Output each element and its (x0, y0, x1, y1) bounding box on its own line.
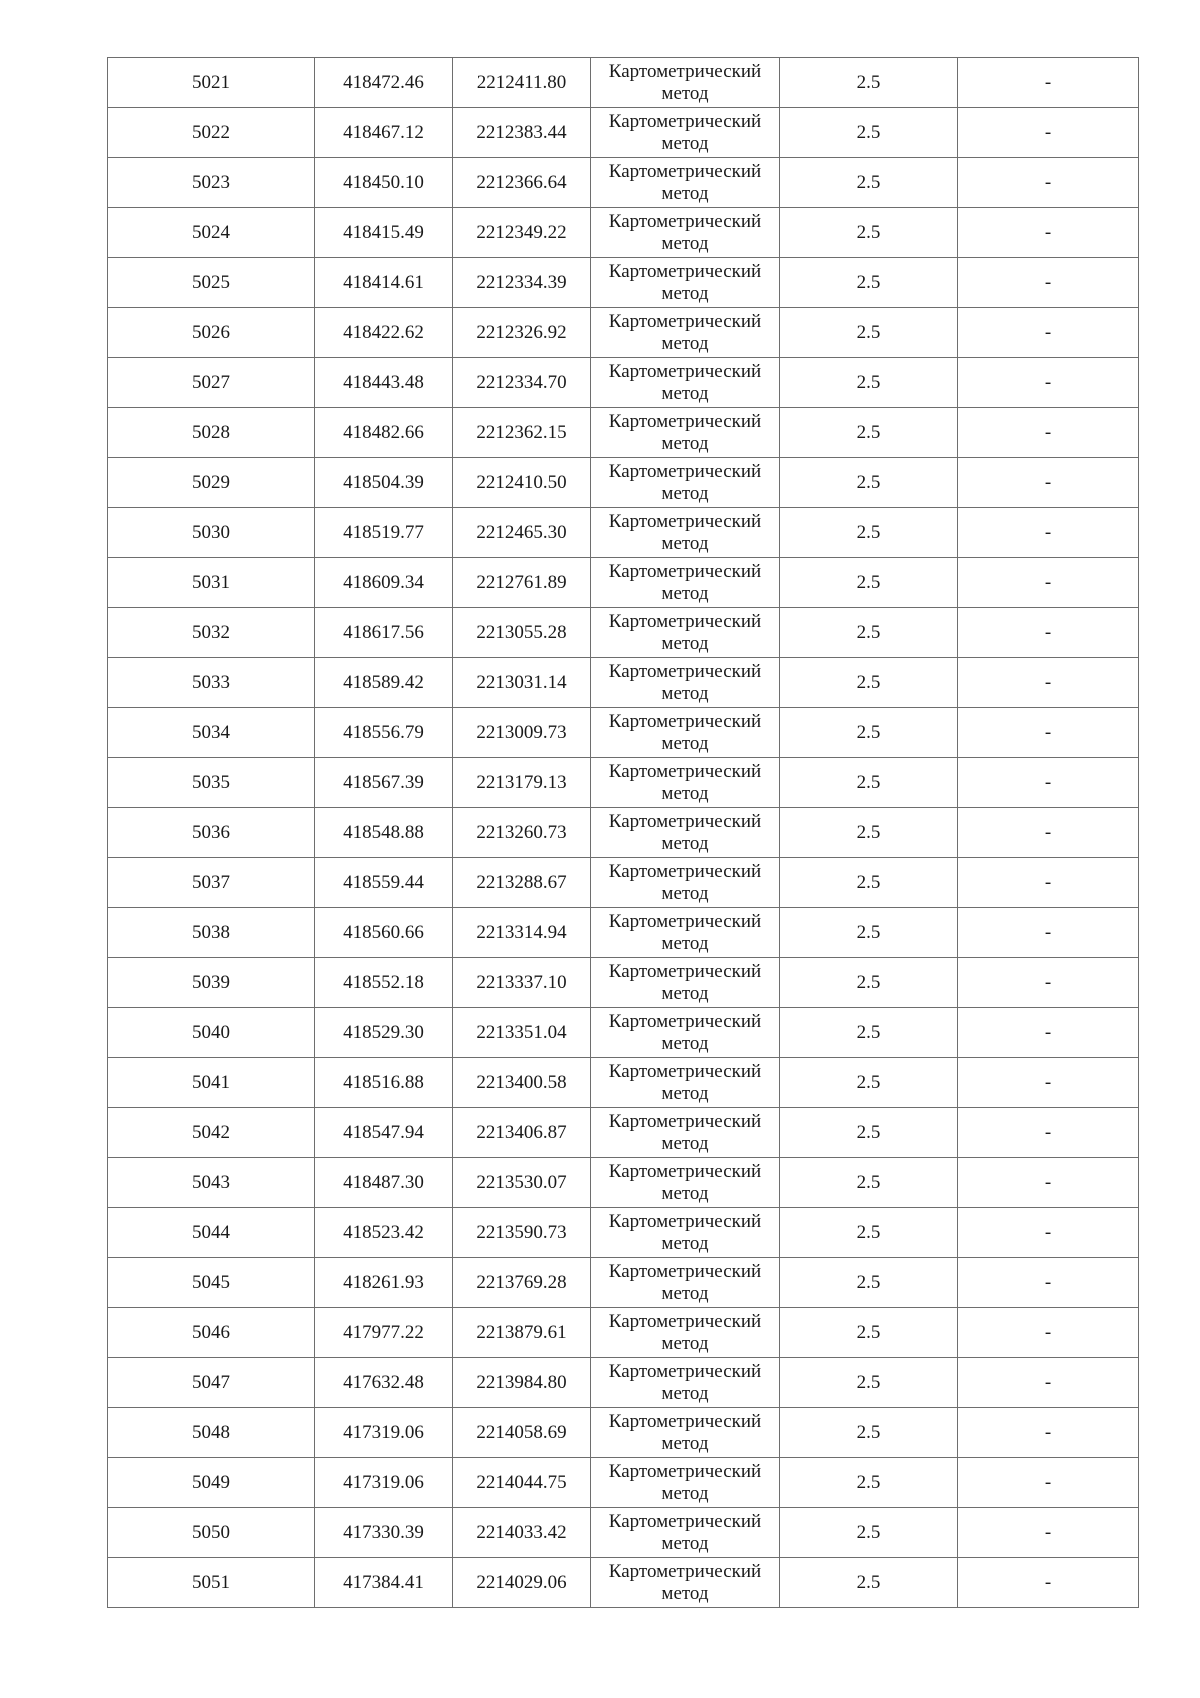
accuracy-cell: 2.5 (780, 1108, 958, 1158)
table-row (108, 408, 1139, 458)
coord-x-cell: 418559.44 (315, 858, 453, 908)
method-cell: Картометрический метод (591, 1358, 780, 1408)
coord-y-cell: 2212366.64 (453, 158, 591, 208)
table-row (108, 808, 1139, 858)
accuracy-cell: 2.5 (780, 1308, 958, 1358)
table-row (108, 608, 1139, 658)
point-number-cell: 5042 (108, 1108, 315, 1158)
method-cell: Картометрический метод (591, 458, 780, 508)
note-cell: - (958, 608, 1139, 658)
method-cell: Картометрический метод (591, 1208, 780, 1258)
coord-y-cell: 2213055.28 (453, 608, 591, 658)
accuracy-cell: 2.5 (780, 1158, 958, 1208)
point-number-cell: 5037 (108, 858, 315, 908)
coord-x-cell: 417330.39 (315, 1508, 453, 1558)
method-cell: Картометрический метод (591, 1558, 780, 1608)
table-row (108, 558, 1139, 608)
accuracy-cell: 2.5 (780, 1458, 958, 1508)
method-cell: Картометрический метод (591, 858, 780, 908)
table-row (108, 708, 1139, 758)
method-cell: Картометрический метод (591, 158, 780, 208)
note-cell: - (958, 1408, 1139, 1458)
method-cell: Картометрический метод (591, 1058, 780, 1108)
note-cell: - (958, 158, 1139, 208)
coord-x-cell: 418516.88 (315, 1058, 453, 1108)
note-cell: - (958, 758, 1139, 808)
accuracy-cell: 2.5 (780, 358, 958, 408)
note-cell: - (958, 108, 1139, 158)
table-row (108, 1458, 1139, 1508)
table-row (108, 758, 1139, 808)
method-cell: Картометрический метод (591, 1258, 780, 1308)
point-number-cell: 5049 (108, 1458, 315, 1508)
note-cell: - (958, 308, 1139, 358)
table-row (108, 958, 1139, 1008)
method-cell: Картометрический метод (591, 608, 780, 658)
table-row (108, 1258, 1139, 1308)
coord-x-cell: 418467.12 (315, 108, 453, 158)
coord-y-cell: 2213530.07 (453, 1158, 591, 1208)
coord-y-cell: 2214029.06 (453, 1558, 591, 1608)
accuracy-cell: 2.5 (780, 408, 958, 458)
point-number-cell: 5035 (108, 758, 315, 808)
point-number-cell: 5046 (108, 1308, 315, 1358)
method-cell: Картометрический метод (591, 258, 780, 308)
coord-y-cell: 2212362.15 (453, 408, 591, 458)
note-cell: - (958, 658, 1139, 708)
coord-y-cell: 2212465.30 (453, 508, 591, 558)
note-cell: - (958, 1508, 1139, 1558)
point-number-cell: 5044 (108, 1208, 315, 1258)
table-row (108, 1558, 1139, 1608)
point-number-cell: 5029 (108, 458, 315, 508)
note-cell: - (958, 1208, 1139, 1258)
note-cell: - (958, 808, 1139, 858)
accuracy-cell: 2.5 (780, 58, 958, 108)
point-number-cell: 5041 (108, 1058, 315, 1108)
coord-x-cell: 418487.30 (315, 1158, 453, 1208)
method-cell: Картометрический метод (591, 108, 780, 158)
coord-y-cell: 2213260.73 (453, 808, 591, 858)
table-row (108, 258, 1139, 308)
accuracy-cell: 2.5 (780, 1058, 958, 1108)
accuracy-cell: 2.5 (780, 758, 958, 808)
accuracy-cell: 2.5 (780, 1258, 958, 1308)
point-number-cell: 5040 (108, 1008, 315, 1058)
point-number-cell: 5027 (108, 358, 315, 408)
note-cell: - (958, 1358, 1139, 1408)
accuracy-cell: 2.5 (780, 508, 958, 558)
coord-y-cell: 2214058.69 (453, 1408, 591, 1458)
coord-x-cell: 418504.39 (315, 458, 453, 508)
coord-x-cell: 418548.88 (315, 808, 453, 858)
accuracy-cell: 2.5 (780, 1008, 958, 1058)
table-row (108, 1008, 1139, 1058)
accuracy-cell: 2.5 (780, 1508, 958, 1558)
method-cell: Картометрический метод (591, 1008, 780, 1058)
method-cell: Картометрический метод (591, 508, 780, 558)
coord-y-cell: 2213337.10 (453, 958, 591, 1008)
point-number-cell: 5024 (108, 208, 315, 258)
method-cell: Картометрический метод (591, 708, 780, 758)
table-row (108, 108, 1139, 158)
point-number-cell: 5047 (108, 1358, 315, 1408)
coord-x-cell: 418567.39 (315, 758, 453, 808)
point-number-cell: 5045 (108, 1258, 315, 1308)
accuracy-cell: 2.5 (780, 658, 958, 708)
coordinates-table (107, 57, 1139, 1608)
coord-x-cell: 418609.34 (315, 558, 453, 608)
coord-y-cell: 2212383.44 (453, 108, 591, 158)
coord-x-cell: 417632.48 (315, 1358, 453, 1408)
point-number-cell: 5030 (108, 508, 315, 558)
coord-x-cell: 417319.06 (315, 1408, 453, 1458)
table-row (108, 58, 1139, 108)
note-cell: - (958, 708, 1139, 758)
coord-y-cell: 2212411.80 (453, 58, 591, 108)
accuracy-cell: 2.5 (780, 1558, 958, 1608)
accuracy-cell: 2.5 (780, 1358, 958, 1408)
note-cell: - (958, 1558, 1139, 1608)
table-row (108, 508, 1139, 558)
coord-x-cell: 417319.06 (315, 1458, 453, 1508)
table-row (108, 1508, 1139, 1558)
method-cell: Картометрический метод (591, 1158, 780, 1208)
note-cell: - (958, 508, 1139, 558)
table-row (108, 208, 1139, 258)
table-row (108, 308, 1139, 358)
point-number-cell: 5034 (108, 708, 315, 758)
accuracy-cell: 2.5 (780, 1208, 958, 1258)
method-cell: Картометрический метод (591, 1458, 780, 1508)
coord-y-cell: 2212334.70 (453, 358, 591, 408)
point-number-cell: 5032 (108, 608, 315, 658)
point-number-cell: 5043 (108, 1158, 315, 1208)
coord-x-cell: 418415.49 (315, 208, 453, 258)
coord-y-cell: 2213590.73 (453, 1208, 591, 1258)
accuracy-cell: 2.5 (780, 558, 958, 608)
coord-x-cell: 418556.79 (315, 708, 453, 758)
point-number-cell: 5050 (108, 1508, 315, 1558)
method-cell: Картометрический метод (591, 558, 780, 608)
note-cell: - (958, 58, 1139, 108)
note-cell: - (958, 1008, 1139, 1058)
accuracy-cell: 2.5 (780, 1408, 958, 1458)
coord-x-cell: 418519.77 (315, 508, 453, 558)
note-cell: - (958, 208, 1139, 258)
coord-y-cell: 2213351.04 (453, 1008, 591, 1058)
coord-y-cell: 2212326.92 (453, 308, 591, 358)
point-number-cell: 5038 (108, 908, 315, 958)
point-number-cell: 5039 (108, 958, 315, 1008)
method-cell: Картометрический метод (591, 1508, 780, 1558)
table-row (108, 1408, 1139, 1458)
accuracy-cell: 2.5 (780, 908, 958, 958)
point-number-cell: 5028 (108, 408, 315, 458)
note-cell: - (958, 408, 1139, 458)
coord-y-cell: 2213179.13 (453, 758, 591, 808)
coord-x-cell: 418589.42 (315, 658, 453, 708)
coord-x-cell: 417977.22 (315, 1308, 453, 1358)
point-number-cell: 5033 (108, 658, 315, 708)
coord-y-cell: 2213769.28 (453, 1258, 591, 1308)
accuracy-cell: 2.5 (780, 608, 958, 658)
note-cell: - (958, 1458, 1139, 1508)
note-cell: - (958, 458, 1139, 508)
method-cell: Картометрический метод (591, 308, 780, 358)
coord-x-cell: 418547.94 (315, 1108, 453, 1158)
table-row (108, 908, 1139, 958)
table-row (108, 158, 1139, 208)
coord-y-cell: 2213406.87 (453, 1108, 591, 1158)
method-cell: Картометрический метод (591, 1408, 780, 1458)
point-number-cell: 5051 (108, 1558, 315, 1608)
coordinates-table-body (108, 58, 1139, 1608)
coord-x-cell: 418523.42 (315, 1208, 453, 1258)
coord-y-cell: 2214033.42 (453, 1508, 591, 1558)
coord-x-cell: 418472.46 (315, 58, 453, 108)
note-cell: - (958, 1158, 1139, 1208)
point-number-cell: 5021 (108, 58, 315, 108)
point-number-cell: 5031 (108, 558, 315, 608)
coord-x-cell: 418443.48 (315, 358, 453, 408)
method-cell: Картометрический метод (591, 208, 780, 258)
note-cell: - (958, 958, 1139, 1008)
accuracy-cell: 2.5 (780, 208, 958, 258)
note-cell: - (958, 858, 1139, 908)
method-cell: Картометрический метод (591, 1108, 780, 1158)
coord-y-cell: 2213879.61 (453, 1308, 591, 1358)
coord-x-cell: 418450.10 (315, 158, 453, 208)
coord-x-cell: 418529.30 (315, 1008, 453, 1058)
coord-y-cell: 2212349.22 (453, 208, 591, 258)
point-number-cell: 5025 (108, 258, 315, 308)
coord-y-cell: 2214044.75 (453, 1458, 591, 1508)
table-row (108, 858, 1139, 908)
coord-y-cell: 2213314.94 (453, 908, 591, 958)
coord-x-cell: 418552.18 (315, 958, 453, 1008)
coord-y-cell: 2213031.14 (453, 658, 591, 708)
point-number-cell: 5023 (108, 158, 315, 208)
table-row (108, 1308, 1139, 1358)
coord-y-cell: 2213400.58 (453, 1058, 591, 1108)
point-number-cell: 5048 (108, 1408, 315, 1458)
table-row (108, 1208, 1139, 1258)
method-cell: Картометрический метод (591, 758, 780, 808)
coord-x-cell: 418617.56 (315, 608, 453, 658)
coord-x-cell: 418261.93 (315, 1258, 453, 1308)
method-cell: Картометрический метод (591, 58, 780, 108)
note-cell: - (958, 558, 1139, 608)
point-number-cell: 5026 (108, 308, 315, 358)
accuracy-cell: 2.5 (780, 808, 958, 858)
coord-x-cell: 418422.62 (315, 308, 453, 358)
method-cell: Картометрический метод (591, 908, 780, 958)
coord-y-cell: 2212334.39 (453, 258, 591, 308)
table-row (108, 658, 1139, 708)
method-cell: Картометрический метод (591, 658, 780, 708)
table-row (108, 1108, 1139, 1158)
accuracy-cell: 2.5 (780, 258, 958, 308)
coord-x-cell: 418560.66 (315, 908, 453, 958)
note-cell: - (958, 908, 1139, 958)
table-row (108, 1158, 1139, 1208)
accuracy-cell: 2.5 (780, 458, 958, 508)
accuracy-cell: 2.5 (780, 308, 958, 358)
coord-y-cell: 2212761.89 (453, 558, 591, 608)
note-cell: - (958, 358, 1139, 408)
note-cell: - (958, 1308, 1139, 1358)
coord-x-cell: 418414.61 (315, 258, 453, 308)
coord-y-cell: 2213288.67 (453, 858, 591, 908)
accuracy-cell: 2.5 (780, 858, 958, 908)
method-cell: Картометрический метод (591, 358, 780, 408)
note-cell: - (958, 1058, 1139, 1108)
accuracy-cell: 2.5 (780, 158, 958, 208)
coord-y-cell: 2213009.73 (453, 708, 591, 758)
accuracy-cell: 2.5 (780, 958, 958, 1008)
point-number-cell: 5022 (108, 108, 315, 158)
note-cell: - (958, 1258, 1139, 1308)
coord-x-cell: 418482.66 (315, 408, 453, 458)
table-row (108, 458, 1139, 508)
coord-x-cell: 417384.41 (315, 1558, 453, 1608)
accuracy-cell: 2.5 (780, 108, 958, 158)
table-row (108, 358, 1139, 408)
table-row (108, 1358, 1139, 1408)
method-cell: Картометрический метод (591, 958, 780, 1008)
coord-y-cell: 2213984.80 (453, 1358, 591, 1408)
method-cell: Картометрический метод (591, 808, 780, 858)
point-number-cell: 5036 (108, 808, 315, 858)
note-cell: - (958, 1108, 1139, 1158)
table-row (108, 1058, 1139, 1108)
coord-y-cell: 2212410.50 (453, 458, 591, 508)
note-cell: - (958, 258, 1139, 308)
method-cell: Картометрический метод (591, 408, 780, 458)
accuracy-cell: 2.5 (780, 708, 958, 758)
method-cell: Картометрический метод (591, 1308, 780, 1358)
